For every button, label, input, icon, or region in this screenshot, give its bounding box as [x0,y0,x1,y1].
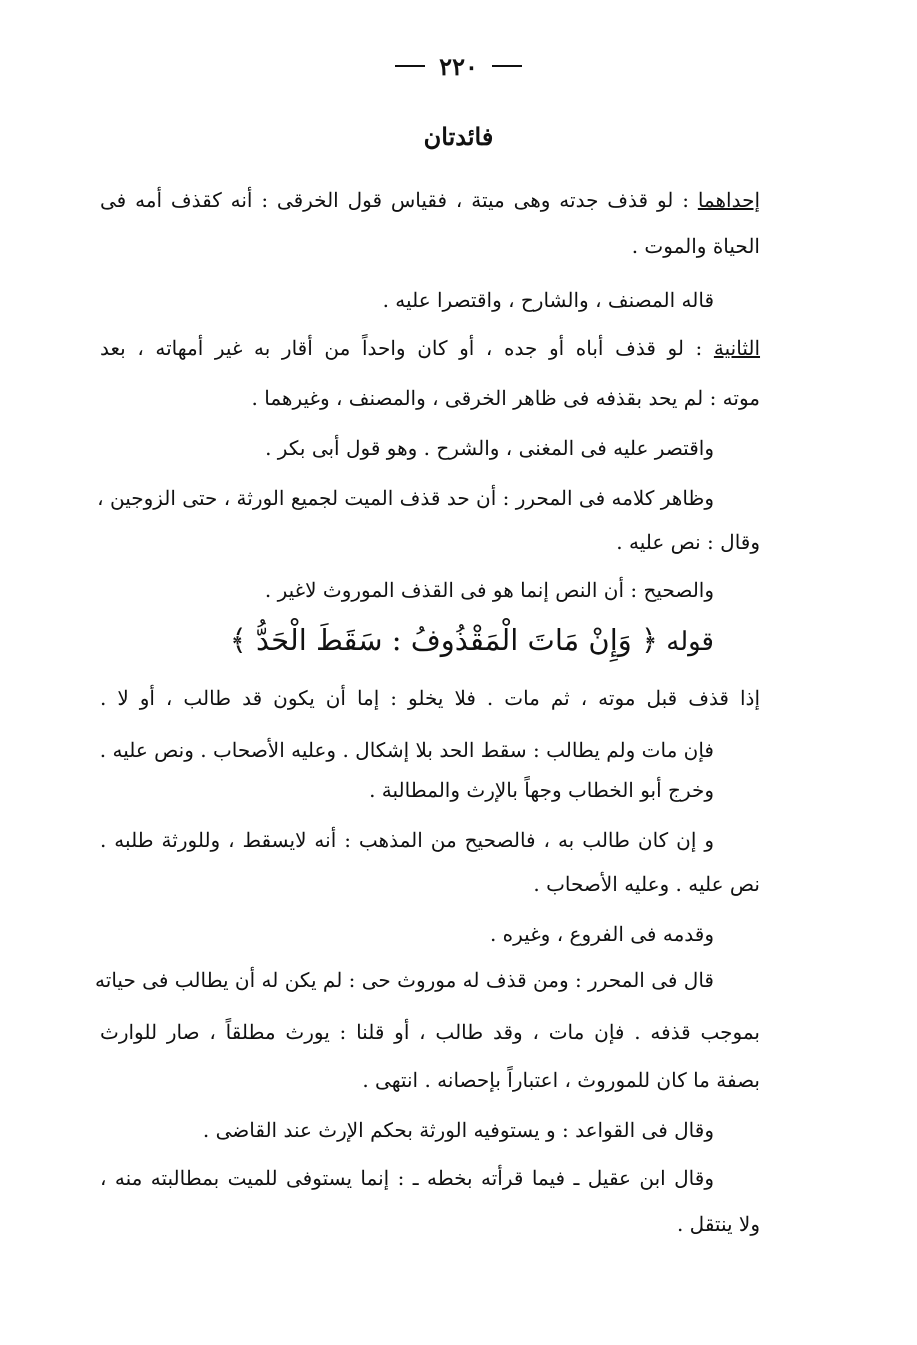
text-line: و إن كان طالب به ، فالصحيح من المذهب : أنه لايسقط ، وللورثة طلبه . [100,828,714,852]
text-line: واقتصر عليه فى المغنى ، والشرح . وهو قول أبى بكر . [265,436,714,460]
text-line: نص عليه . وعليه الأصحاب . [533,872,760,896]
text-line: وظاهر كلامه فى المحرر : أن حد قذف الميت لجميع الورثة ، حتى الزوجين ، [97,486,714,510]
header-dash-right [492,65,522,67]
text-line: بموجب قذفه . فإن مات ، وقد طالب ، أو قلنا : يورث مطلقاً ، صار للوارث [100,1020,760,1044]
text-line: إذا قذف قبل موته ، ثم مات . فلا يخلو : إما أن يكون قد طالب ، أو لا . [100,686,760,710]
text-line: موته : لم يحد بقذفه فى ظاهر الخرقى ، والمصنف ، وغيرهما . [251,386,760,410]
text-line [100,186,760,214]
quote-line [100,622,714,660]
text-line: ولا ينتقل . [676,1212,760,1236]
text-line: الحياة والموت . [631,234,760,258]
quote-prefix: قوله [666,627,714,657]
line-text: : لو قذف جدته وهى ميتة ، فقياس قول الخرقى : أنه كقذف أمه فى [100,188,689,212]
text-line: فإن مات ولم يطالب : سقط الحد بلا إشكال . وعليه الأصحاب . ونص عليه . [99,738,714,762]
text-line: قال فى المحرر : ومن قذف له موروث حى : لم يكن له أن يطالب فى حياته [95,968,714,992]
line-text: : لو قذف أباه أو جده ، أو كان واحداً من أقار به غير أمهاته ، بعد [100,336,703,360]
text-line: قاله المصنف ، والشارح ، واقتصرا عليه . [382,288,714,312]
header-dash-left [395,65,425,67]
term-label: إحداهما [697,188,761,212]
page-number: ٢٢٠ [439,51,478,81]
text-line: وقال ابن عقيل ـ فيما قرأته بخطه ـ : إنما يستوفى للميت بمطالبته منه ، [100,1166,714,1190]
text-line: والصحيح : أن النص إنما هو فى القذف الموروث لاغير . [264,578,714,602]
text-line [100,334,760,362]
quran-quote: ﴿ وَإِنْ مَاتَ الْمَقْذُوفُ : سَقَطَ الْحَدُّ ﴾ [229,623,658,657]
term-label: الثانية [713,336,761,360]
text-line: وقال : نص عليه . [616,530,760,554]
page-header [0,46,917,86]
section-title: فائدتان [423,122,494,151]
text-line: وخرج أبو الخطاب وجهاً بالإرث والمطالبة . [369,778,714,802]
text-line: بصفة ما كان للموروث ، اعتباراً بإحصانه . انتهى . [362,1068,760,1092]
text-line: وقدمه فى الفروع ، وغيره . [489,922,714,946]
text-line: وقال فى القواعد : و يستوفيه الورثة بحكم الإرث عند القاضى . [202,1118,714,1142]
